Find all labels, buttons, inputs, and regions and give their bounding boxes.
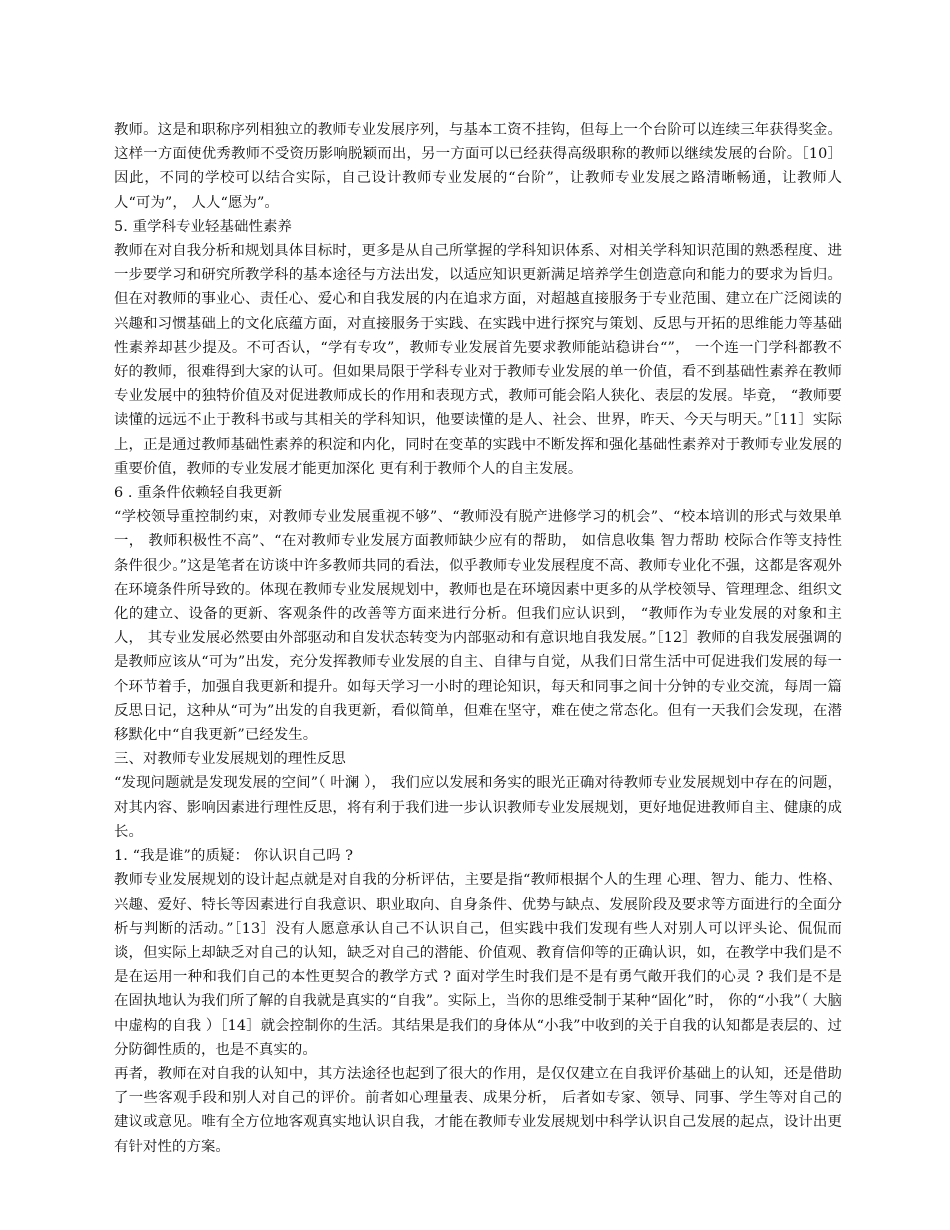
- paragraph-reflection-intro: “发现问题就是发现发展的空间”（ 叶澜 ）， 我们应以发展和务实的眼光正确对待教师专业发展规划中存在的问题，对其内容、影响因素进行理性反思，将有利于我们进一步认识教师专业发展规划，更好地促进教师自主、健康的成长。: [114, 775, 842, 840]
- heading-5-subject-vs-basic: 5. 重学科专业轻基础性素养: [114, 218, 293, 235]
- heading-section-3-reflection: 三、对教师专业发展规划的理性反思: [114, 751, 346, 768]
- paragraph-teacher-ladder: 教师。这是和职称序列相独立的教师专业发展序列，与基本工资不挂钩，但每上一个台阶可以连续三年获得奖金。这样一方面使优秀教师不受资历影响脱颖而出，另一方面可以已经获得高级职称的教师以继续发展的台阶。［10］因此，不同的学校可以结合实际，自己设计教师专业发展的“台阶”，让教师专业发展之路清晰畅通，让教师人人“可为”， 人人“愿为”。: [114, 122, 842, 211]
- document-page: [114, 118, 842, 1159]
- paragraph-self-cognition-methods: 再者，教师在对自我的认知中，其方法途径也起到了很大的作用，是仅仅建立在自我评价基础上的认知，还是借助了一些客观手段和别人对自己的评价。前者如心理量表、成果分析， 后者如专家、领导、同事、学生等对自己的建议或意见。唯有全方位地客观真实地认识自我，才能在教师专业发展规划中科学认识自己发展的起点，设计出更有针对性的方案。: [114, 1065, 842, 1155]
- paragraph-self-analysis: 教师专业发展规划的设计起点就是对自我的分析评估，主要是指“教师根据个人的生理 心理、智力、能力、性格、兴趣、爱好、特长等因素进行自我意识、职业取向、自身条件、优势与缺点、发展阶段及要求等方面进行的全面分析与判断的活动。”［13］没有人愿意承认自己不认识自己，但实践中我们发现有些人对别人可以评头论、侃侃而谈，但实际上却缺乏对自己的认知，缺乏对自己的潜能、价值观、教育信仰等的正确认识，如，在教学中我们是不是在运用一种和我们自己的本性更契合的教学方式 ? 面对学生时我们是不是有勇气敞开我们的心灵 ? 我们是不是在固执地认为我们所了解的自我就是真实的“自我”。实际上，当你的思维受制于某种“固化”时， 你的“小我”（ 大脑中虚构的自我 ）［14］就会控制你的生活。其结果是我们的身体从“小我”中收到的关于自我的认知都是表层的、过分防御性质的，也是不真实的。: [114, 872, 842, 1058]
- heading-6-conditions-vs-self-renewal: 6 . 重条件依赖轻自我更新: [114, 485, 283, 502]
- heading-1-who-am-i: 1. “我是谁”的质疑： 你认识自己吗 ?: [114, 848, 354, 865]
- paragraph-basic-literacy: 教师在对自我分析和规划具体目标时，更多是从自己所掌握的学科知识体系、对相关学科知识范围的熟悉程度、进一步要学习和研究所教学科的基本途径与方法出发，以适应知识更新满足培养学生创造意向和能力的要求为旨归。但在对教师的事业心、责任心、爱心和自我发展的内在追求方面，对超越直接服务于专业范围、建立在广泛阅读的兴趣和习惯基础上的文化底蕴方面，对直接服务于实践、在实践中进行探究与策划、反思与开拓的思维能力等基础性素养却甚少提及。不可否认，“学有专攻”，教师专业发展首先要求教师能站稳讲台“”， 一个连一门学科都教不好的教师，很难得到大家的认可。但如果局限于学科专业对于教师专业发展的单一价值，看不到基础性素养在教师专业发展中的独特价值及对促进教师成长的作用和表现方式，教师可能会陷人狭化、表层的发展。毕竟， “教师要读懂的远远不止于教科书或与其相关的学科知识，他要读懂的是人、社会、世界，昨天、今天与明天。”［11］实际上，正是通过教师基础性素养的积淀和内化，同时在变革的实践中不断发挥和强化基础性素养对于教师专业发展的重要价值，教师的专业发展才能更加深化 更有利于教师个人的自主发展。: [114, 243, 842, 477]
- paragraph-self-renewal: “学校领导重控制约束，对教师专业发展重视不够”、“教师没有脱产进修学习的机会”、“校本培训的形式与效果单一， 教师积极性不高”、“在对教师专业发展方面教师缺少应有的帮助， 如信息收集 智力帮助 校际合作等支持性条件很少。”这是笔者在访谈中许多教师共同的看法，似乎教师专业发展程度不高、教师专业化不强，这都是客观外在环境条件所导致的。体现在教师专业发展规划中，教师也是在环境因素中更多的从学校领导、管理理念、组织文化的建立、设备的更新、客观条件的改善等方面来进行分析。但我们应认识到， “教师作为专业发展的对象和主人， 其专业发展必然要由外部驱动和自发状态转变为内部驱动和有意识地自我发展。”［12］教师的自我发展强调的是教师应该从“可为”出发，充分发挥教师专业发展的自主、自律与自觉，从我们日常生活中可促进我们发展的每一个环节着手，加强自我更新和提升。如每天学习一小时的理论知识，每天和同事之间十分钟的专业交流，每周一篇反思日记，这种从“可为”出发的自我更新，看似简单，但难在坚守，难在使之常态化。但有一天我们会发现，在潜移默化中“自我更新”已经发生。: [114, 509, 842, 744]
